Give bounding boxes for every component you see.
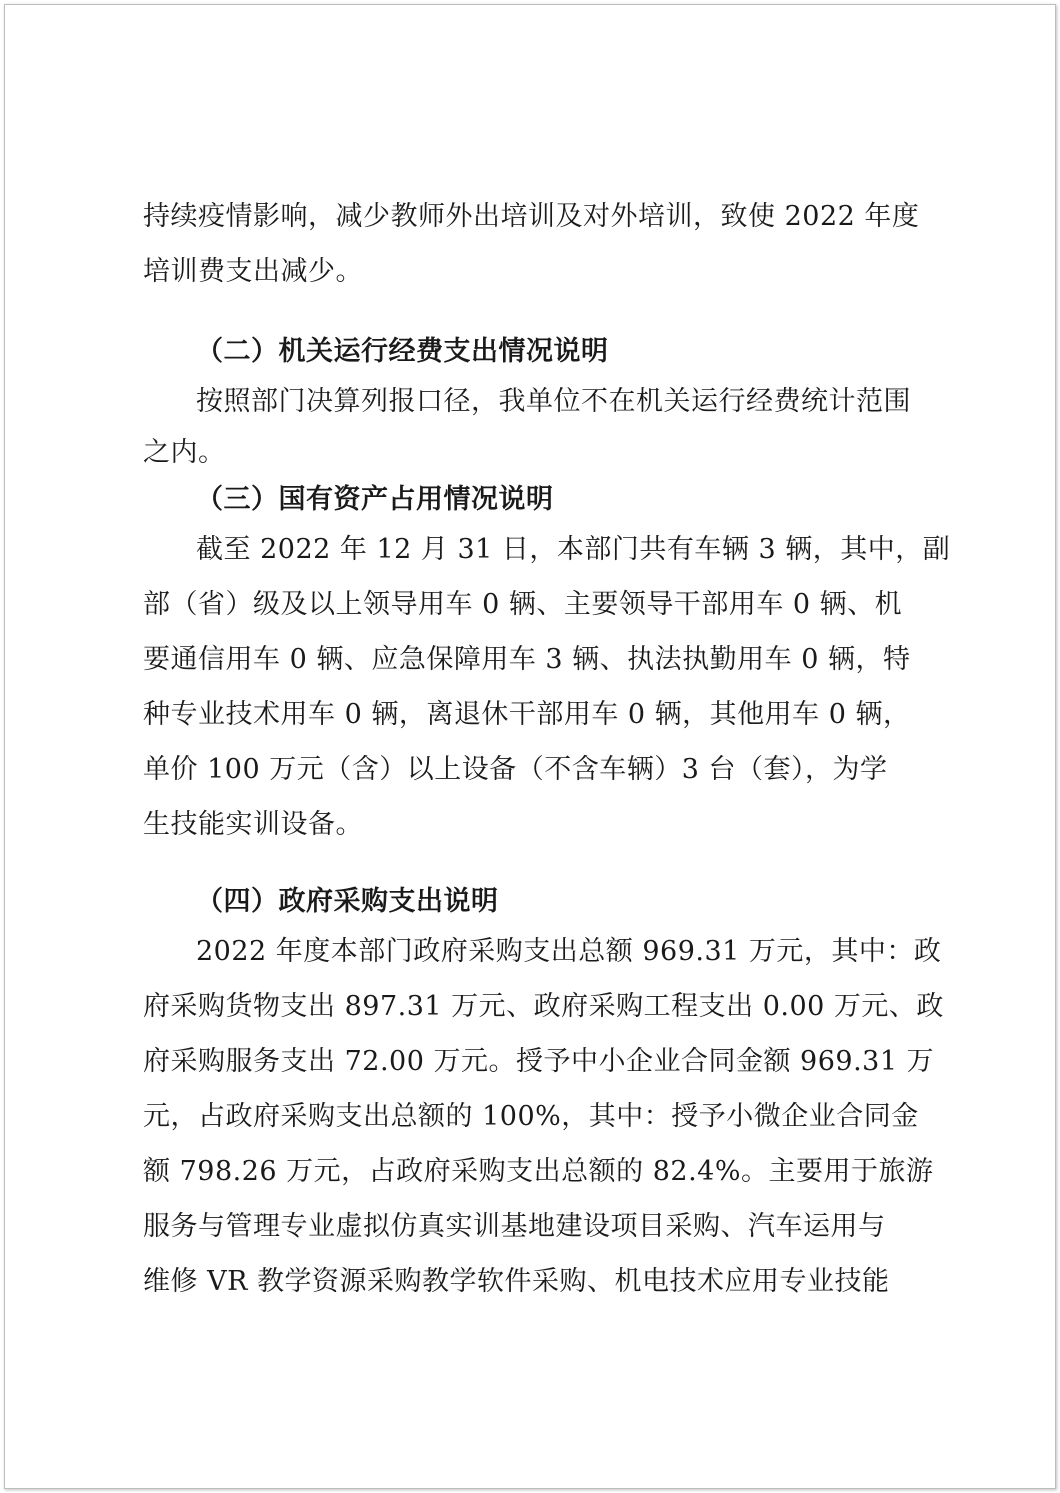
paragraph-line: 元，占政府采购支出总额的 100%，其中：授予小微企业合同金 (143, 1101, 919, 1132)
section-heading-3: （三）国有资产占用情况说明 (196, 484, 554, 515)
paragraph-line: 截至 2022 年 12 月 31 日，本部门共有车辆 3 辆，其中，副 (196, 534, 951, 565)
paragraph-line: 持续疫情影响，减少教师外出培训及对外培训，致使 2022 年度 (143, 201, 920, 232)
paragraph-line: 额 798.26 万元，占政府采购支出总额的 82.4%。主要用于旅游 (143, 1156, 934, 1187)
paragraph-line: 部（省）级及以上领导用车 0 辆、主要领导干部用车 0 辆、机 (143, 589, 903, 620)
paragraph-line: 种专业技术用车 0 辆，离退休干部用车 0 辆，其他用车 0 辆， (143, 699, 911, 730)
paragraph-line: 2022 年度本部门政府采购支出总额 969.31 万元，其中：政 (196, 936, 942, 967)
paragraph-line: 之内。 (143, 437, 226, 468)
paragraph-line: 生技能实训设备。 (143, 809, 363, 840)
paragraph-line: 培训费支出减少。 (143, 256, 363, 287)
paragraph-line: 维修 VR 教学资源采购教学软件采购、机电技术应用专业技能 (143, 1266, 890, 1297)
paragraph-line: 府采购服务支出 72.00 万元。授予中小企业合同金额 969.31 万 (143, 1046, 935, 1077)
paragraph-line: 要通信用车 0 辆、应急保障用车 3 辆、执法执勤用车 0 辆，特 (143, 644, 911, 675)
paragraph-line: 服务与管理专业虚拟仿真实训基地建设项目采购、汽车运用与 (143, 1211, 886, 1242)
section-heading-4: （四）政府采购支出说明 (196, 886, 499, 917)
paragraph-line: 府采购货物支出 897.31 万元、政府采购工程支出 0.00 万元、政 (143, 991, 944, 1022)
paragraph-line: 按照部门决算列报口径，我单位不在机关运行经费统计范围 (196, 386, 911, 417)
paragraph-line: 单价 100 万元（含）以上设备（不含车辆）3 台（套），为学 (143, 754, 888, 785)
section-heading-2: （二）机关运行经费支出情况说明 (196, 336, 609, 367)
